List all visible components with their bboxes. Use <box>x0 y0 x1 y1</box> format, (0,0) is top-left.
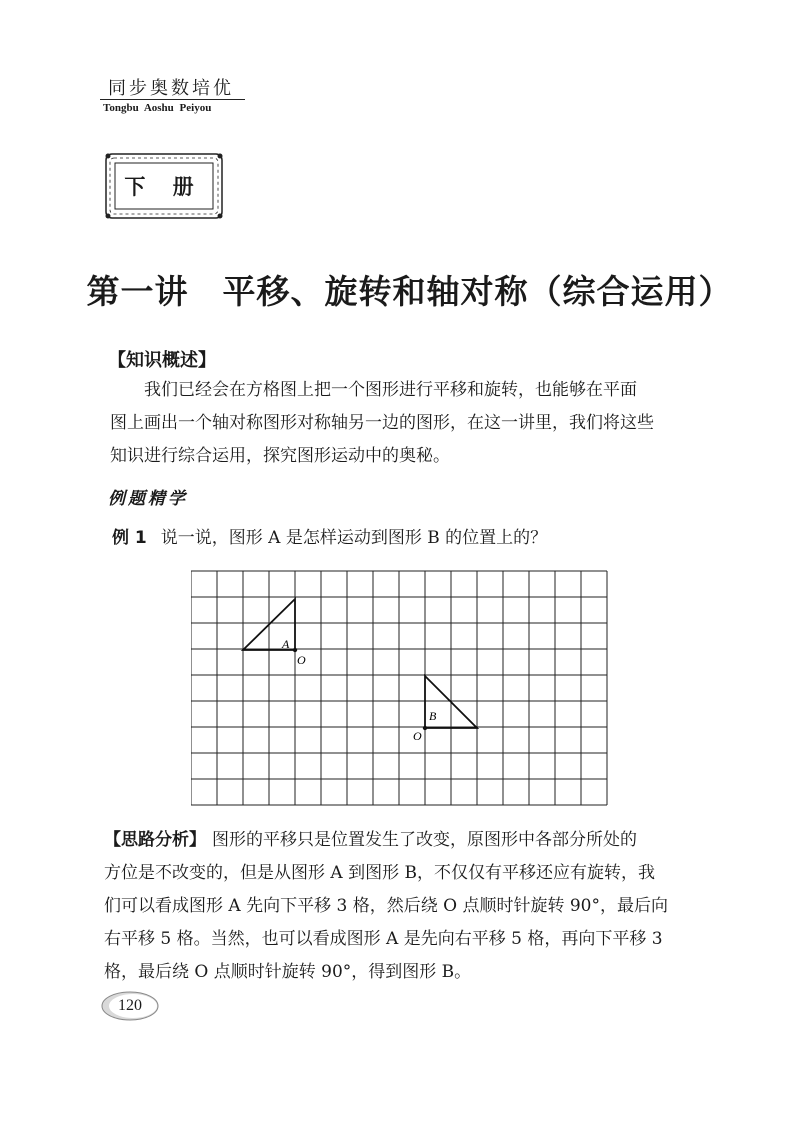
analysis-label: 【思路分析】 <box>104 830 206 850</box>
analysis-paragraph <box>104 824 696 989</box>
overview-line: 我们已经会在方格图上把一个图形进行平移和旋转，也能够在平面 <box>144 380 637 400</box>
volume-label: 下 册 <box>124 175 204 199</box>
example-1 <box>112 523 547 548</box>
point-o-a <box>293 648 297 652</box>
header-subtitle: Tongbu Aoshu Peiyou <box>103 102 212 114</box>
point-o-b <box>423 726 427 730</box>
page-number: 120 <box>118 997 142 1014</box>
header-rule <box>100 99 245 100</box>
analysis-line: 图形的平移只是位置发生了改变，原图形中各部分所处的 <box>212 830 637 850</box>
analysis-line: 右平移 5 格。当然，也可以看成图形 A 是先向右平移 5 格，再向下平移 3 <box>104 929 663 949</box>
grid-lines <box>191 571 607 805</box>
analysis-line: 格，最后绕 O 点顺时针旋转 90°，得到图形 B。 <box>104 962 472 982</box>
analysis-line: 们可以看成图形 A 先向下平移 3 格，然后绕 O 点顺时针旋转 90°，最后向 <box>104 896 668 916</box>
label-o-b: O <box>413 729 422 743</box>
example-1-label: 例 1 <box>112 528 147 548</box>
analysis-line: 方位是不改变的，但是从图形 A 到图形 B，不仅仅有平移还应有旋转，我 <box>104 863 655 883</box>
example-1-question: 说一说，图形 A 是怎样运动到图形 B 的位置上的？ <box>160 528 548 548</box>
overview-paragraph <box>110 374 695 473</box>
overview-line: 知识进行综合运用，探究图形运动中的奥秘。 <box>110 446 450 466</box>
label-a: A <box>282 637 290 651</box>
examples-heading: 例题精学 <box>108 489 188 509</box>
header-title: 同步奥数培优 <box>108 78 234 99</box>
overview-heading: 【知识概述】 <box>108 350 216 371</box>
label-b: B <box>429 709 437 723</box>
label-o-a: O <box>297 653 306 667</box>
lecture-title: 第一讲 平移、旋转和轴对称（综合运用） <box>86 272 733 311</box>
grid-figure <box>191 570 609 808</box>
overview-line: 图上画出一个轴对称图形对称轴另一边的图形，在这一讲里，我们将这些 <box>110 413 654 433</box>
